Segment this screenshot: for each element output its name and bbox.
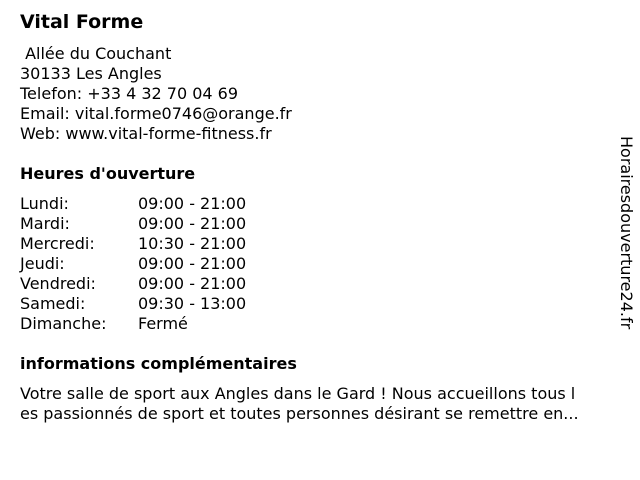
time-value: 09:00 - 21:00 (138, 214, 247, 233)
hours-row-sunday (20, 314, 246, 334)
time-value: Fermé (138, 314, 188, 333)
phone-line: Telefon: +33 4 32 70 04 69 (20, 84, 239, 103)
day-label: Lundi: (20, 194, 69, 213)
opening-hours-table (20, 194, 246, 334)
day-label: Mardi: (20, 214, 70, 233)
day-label: Vendredi: (20, 274, 96, 293)
address-street: Allée du Couchant (20, 44, 172, 63)
site-watermark: Horairesdouverture24.fr (617, 136, 636, 330)
time-value: 10:30 - 21:00 (138, 234, 247, 253)
info-line-1: Votre salle de sport aux Angles dans le Gard ! Nous accueillons tous l (20, 384, 576, 403)
business-name: Vital Forme (20, 11, 144, 33)
time-value: 09:00 - 21:00 (138, 194, 247, 213)
hours-row-wednesday (20, 234, 246, 254)
info-line-2: es passionnés de sport et toutes personnes désirant se remettre en... (20, 404, 579, 423)
email-line: Email: vital.forme0746@orange.fr (20, 104, 292, 123)
additional-info-text (20, 384, 630, 424)
hours-row-monday (20, 194, 246, 214)
day-label: Dimanche: (20, 314, 107, 333)
hours-row-friday (20, 274, 246, 294)
contact-block (20, 44, 292, 144)
hours-row-saturday (20, 294, 246, 314)
hours-row-thursday (20, 254, 246, 274)
time-value: 09:30 - 13:00 (138, 294, 247, 313)
additional-info-heading: informations complémentaires (20, 354, 297, 373)
address-city: 30133 Les Angles (20, 64, 162, 83)
hours-row-tuesday (20, 214, 246, 234)
time-value: 09:00 - 21:00 (138, 254, 247, 273)
time-value: 09:00 - 21:00 (138, 274, 247, 293)
web-line: Web: www.vital-forme-fitness.fr (20, 124, 272, 143)
day-label: Mercredi: (20, 234, 95, 253)
day-label: Samedi: (20, 294, 86, 313)
opening-hours-heading: Heures d'ouverture (20, 164, 196, 183)
day-label: Jeudi: (20, 254, 65, 273)
